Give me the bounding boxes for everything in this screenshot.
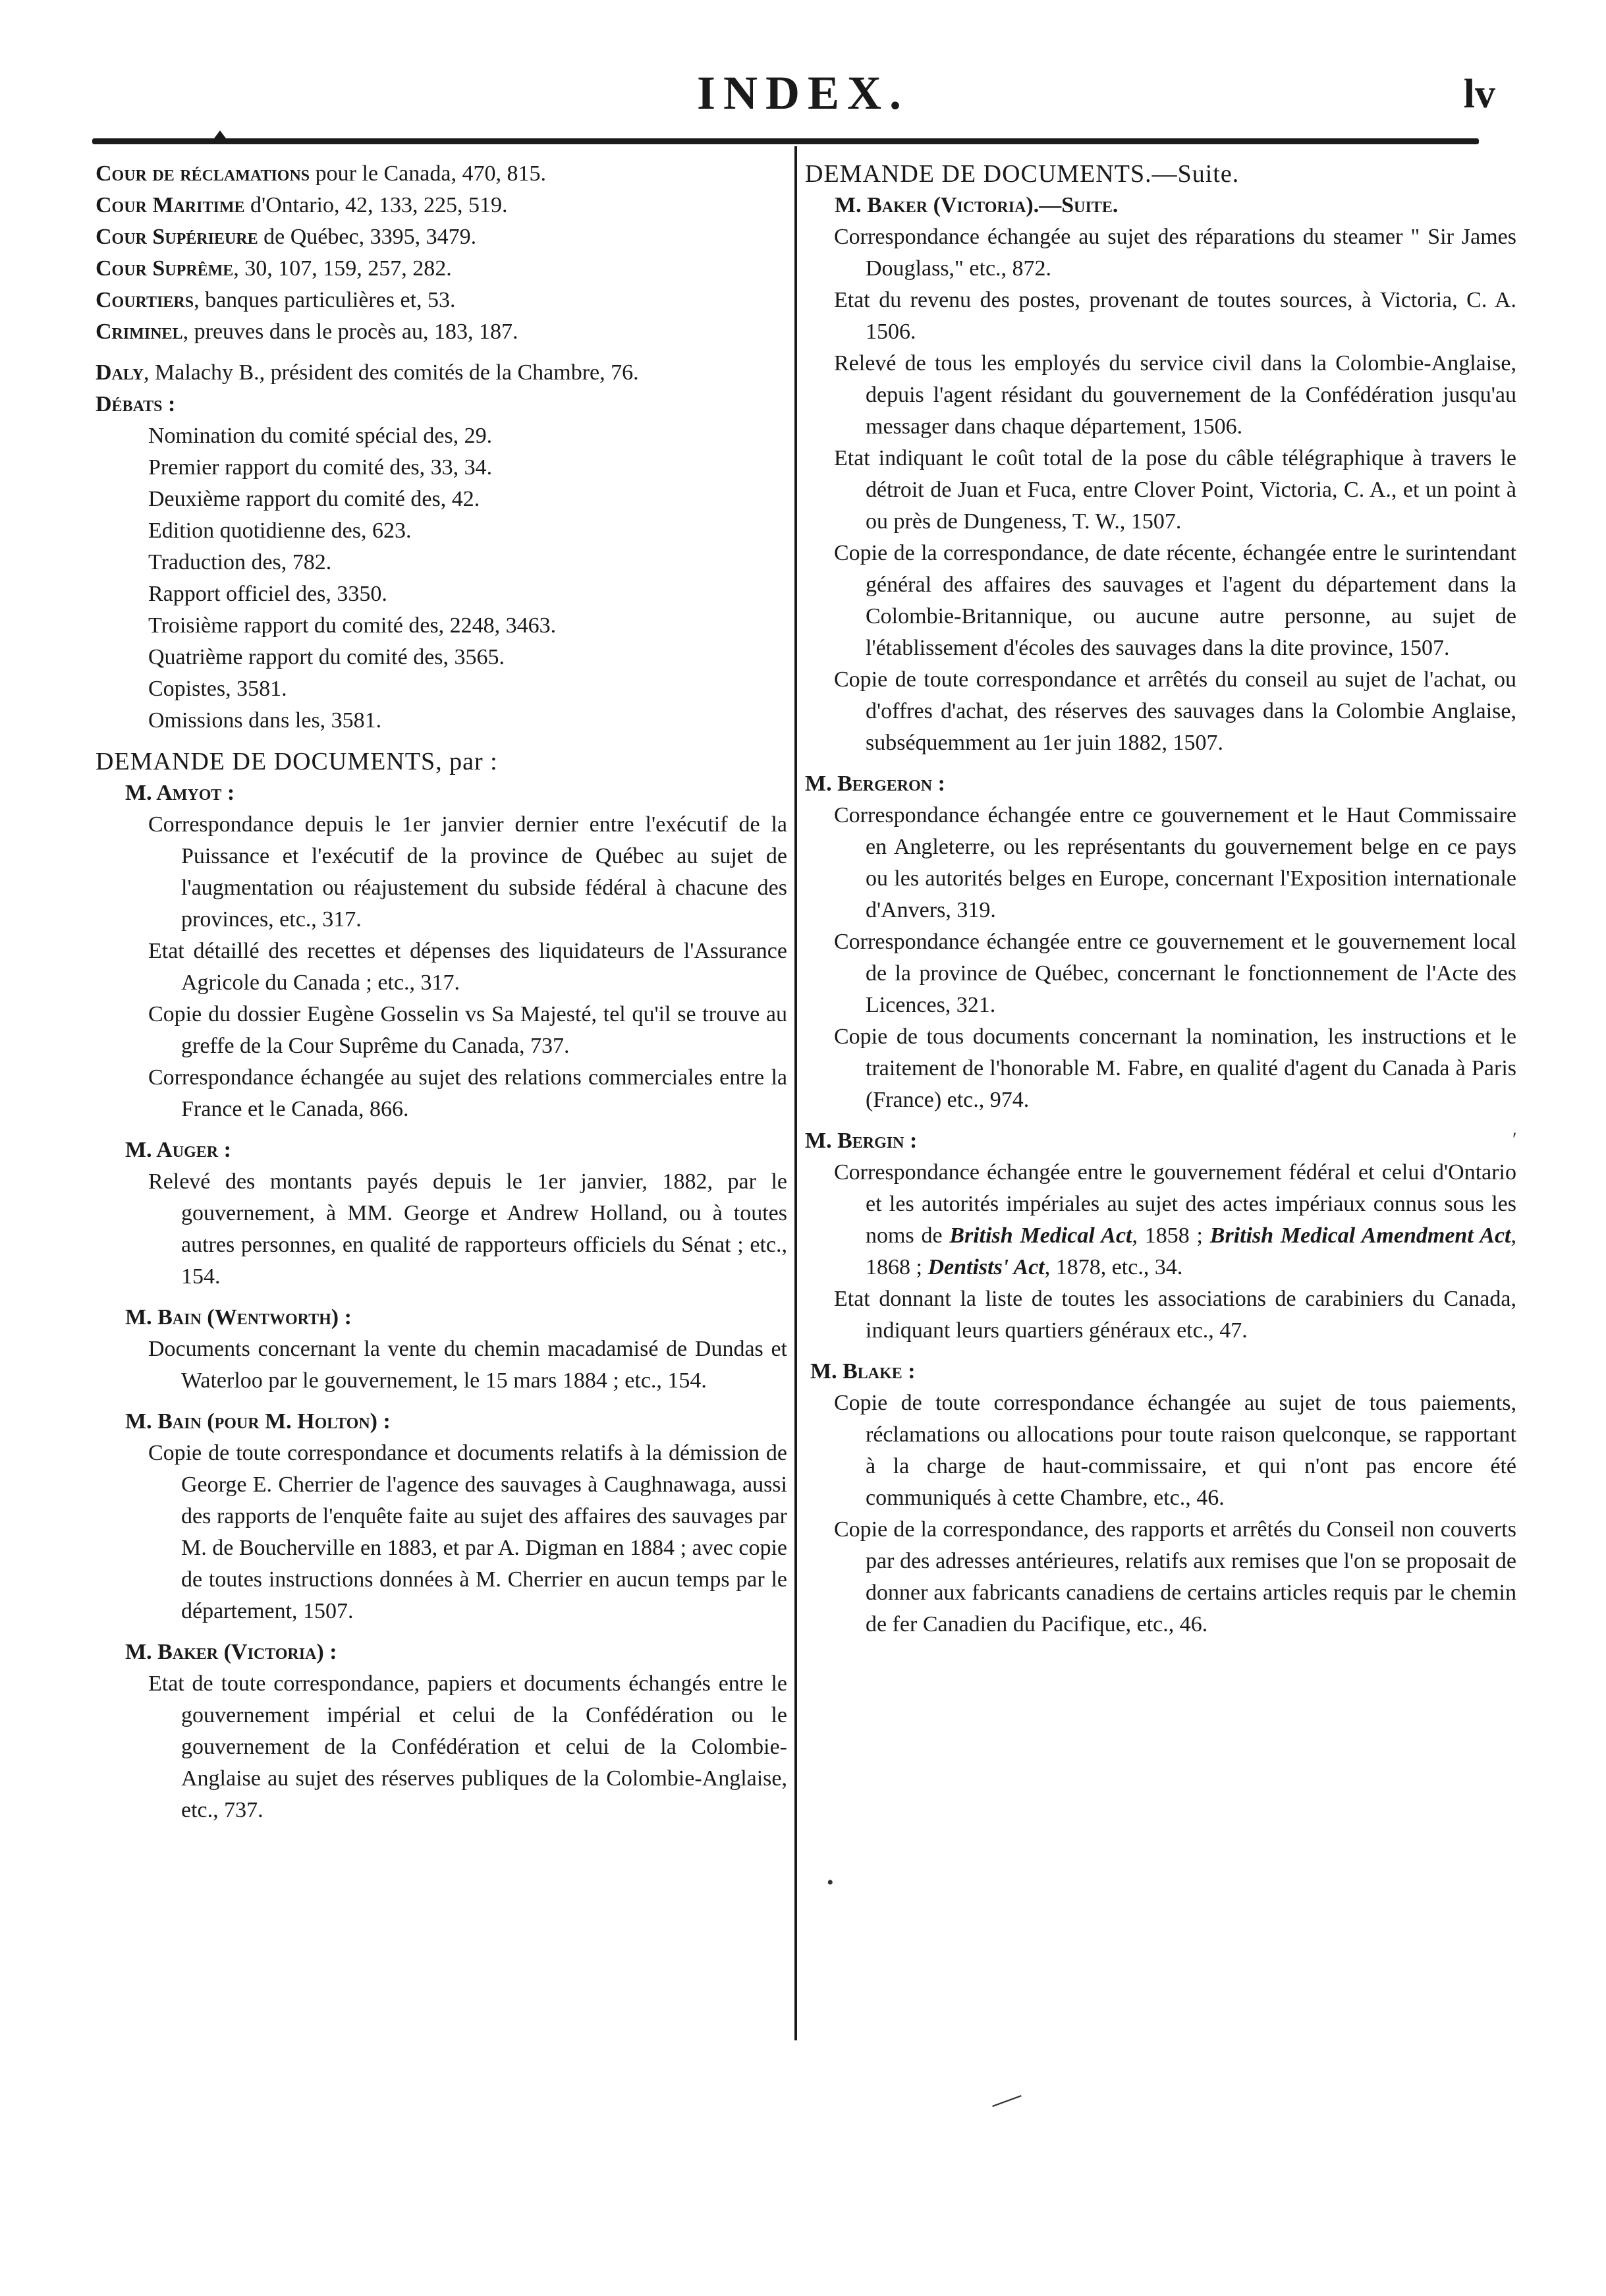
request-item: Copie de tous documents concernant la nomination, les instructions et le traitement de l'honorable M. Fabre, en qualité d'agent du Canada à Paris (France) etc., 974. xyxy=(834,1024,1516,1112)
requester-label: M. Baker (Victoria).—Suite. xyxy=(835,193,1119,217)
request-item: Correspondance échangée au sujet des relations commerciales entre la France et le Canada, 866. xyxy=(148,1065,787,1121)
index-entry xyxy=(96,253,787,285)
debats-item: Nomination du comité spécial des, 29. xyxy=(148,424,493,448)
debats-item: Copistes, 3581. xyxy=(148,677,287,701)
request-item: Copie de toute correspondance et arrêtés du conseil au sujet de l'achat, ou d'offres d'achat, des réserves des sauvages dans la Colombie Anglaise, subséquemment au 1er juin 1882, 1507. xyxy=(834,667,1516,755)
index-entry xyxy=(96,357,787,389)
debats-item: Omissions dans les, 3581. xyxy=(148,708,382,733)
index-entry xyxy=(96,221,787,253)
request-item: Etat indiquant le coût total de la pose du câble télégraphique à travers le détroit de Juan et Fuca, entre Clover Point, Victoria, C. A., et un point à ou près de Dungeness, T. W., 1507. xyxy=(834,446,1516,534)
request-item: Copie du dossier Eugène Gosselin vs Sa Majesté, tel qu'il se trouve au greffe de la Cour Suprême du Canada, 737. xyxy=(148,1002,787,1058)
index-entry xyxy=(96,190,787,221)
demande-heading: DEMANDE DE DOCUMENTS, par : xyxy=(96,748,498,775)
requester-label: M. Amyot : xyxy=(125,781,235,805)
entry-text: , Malachy B., président des comités de la Chambre, 76. xyxy=(144,360,639,385)
entry-text: , 30, 107, 159, 257, 282. xyxy=(233,256,452,281)
request-item: Etat de toute correspondance, papiers et documents échangés entre le gouvernement impérial et celui de la Confédération ou le gouvernement de la Confédération et celui de la Colombie-Anglaise au sujet des réserves publiques de la Colombie-Anglaise, etc., 737. xyxy=(148,1671,787,1822)
entry-text: , banques particulières et, 53. xyxy=(194,288,456,312)
requester-label: M. Bergeron : xyxy=(805,771,945,796)
request-item: Correspondance échangée entre ce gouvernement et le Haut Commissaire en Angleterre, ou les représentants du gouvernement belge en ce pays ou les autorités belges en Europe, concernant l'Exposition internationale d'Anvers, 319. xyxy=(834,803,1516,922)
ink-mark: ′ xyxy=(1512,1129,1517,1150)
requester-name xyxy=(805,768,1516,800)
request-item: Etat du revenu des postes, provenant de toutes sources, à Victoria, C. A. 1506. xyxy=(834,288,1516,344)
requester-label: M. Bain (Wentworth) : xyxy=(125,1305,352,1330)
ink-mark: — xyxy=(985,2077,1026,2119)
act-title: Dentists' Act xyxy=(928,1255,1045,1279)
request-text: Correspondance échangée entre le gouvernement fédéral et celui d'Ontario et les autorités impériales au sujet des actes impériaux connus sous les noms de xyxy=(834,1160,1516,1248)
entry-head: Cour de réclamations xyxy=(96,161,310,186)
entry-text: , preuves dans le procès au, 183, 187. xyxy=(182,320,518,344)
entry-head: Cour Supérieure xyxy=(96,225,258,249)
act-title: British Medical Act xyxy=(949,1223,1132,1248)
request-item: Etat donnant la liste de toutes les associations de carabiniers du Canada, indiquant leurs quartiers généraux etc., 47. xyxy=(834,1287,1516,1343)
request-item: Copie de la correspondance, de date récente, échangée entre le surintendant général des affaires des sauvages et l'agent du département dans la Colombie-Britannique, ou aucune autre personne, au sujet de l'établissement d'écoles des sauvages dans la dite province, 1507. xyxy=(834,541,1516,660)
debats-item: Traduction des, 782. xyxy=(148,550,332,574)
right-column xyxy=(805,158,1516,1640)
debats-item: Quatrième rapport du comité des, 3565. xyxy=(148,645,505,669)
request-item: Etat détaillé des recettes et dépenses des liquidateurs de l'Assurance Agricole du Canada ; etc., 317. xyxy=(148,939,787,995)
requester-label: M. Bergin : xyxy=(805,1129,918,1153)
ink-mark: • xyxy=(827,1872,834,1893)
entry-text: d'Ontario, 42, 133, 225, 519. xyxy=(244,193,508,217)
request-item: Correspondance échangée entre ce gouvernement et le gouvernement local de la province de Québec, concernant le fonctionnement de l'Acte des Licences, 321. xyxy=(834,930,1516,1017)
header-rule xyxy=(92,138,1479,144)
act-title: British Medical Amendment Act xyxy=(1209,1223,1511,1248)
request-item: Relevé des montants payés depuis le 1er janvier, 1882, par le gouvernement, à MM. George et Andrew Holland, ou à toutes autres personnes, en qualité de rapporteurs officiels du Sénat ; etc., 154. xyxy=(148,1169,787,1289)
requester-label: M. Auger : xyxy=(125,1138,231,1162)
entry-head: Cour Maritime xyxy=(96,193,245,217)
request-item xyxy=(805,1157,1516,1283)
page-title: INDEX. xyxy=(696,67,910,119)
request-item: Copie de toute correspondance et documents relatifs à la démission de George E. Cherrier de l'agence des sauvages à Caughnawaga, aussi des rapports de l'enquête faite au sujet des affaires des sauvages par M. de Boucherville en 1883, et par A. Digman en 1884 ; avec copie de toutes instructions données à M. Cherrier en aucun temps par le département, 1507. xyxy=(148,1441,787,1623)
debats-heading: Débats : xyxy=(96,392,176,416)
request-item: Correspondance depuis le 1er janvier dernier entre l'exécutif de la Puissance et l'exécutif de la province de Québec au sujet de l'augmentation ou réajustement du subside fédéral à chacune des provinces, etc., 317. xyxy=(148,812,787,932)
entry-text: de Québec, 3395, 3479. xyxy=(258,225,477,249)
request-item: Relevé de tous les employés du service civil dans la Colombie-Anglaise, depuis l'agent résidant du gouvernement de la Confédération jusqu'au messager dans chaque département, 1506. xyxy=(834,351,1516,439)
debats-item: Premier rapport du comité des, 33, 34. xyxy=(148,455,493,480)
request-item: Copie de la correspondance, des rapports et arrêtés du Conseil non couverts par des adresses antérieures, relatifs aux remises que l'on se proposait de donner aux fabricants canadiens de certains articles requis par le chemin de fer Canadien du Pacifique, etc., 46. xyxy=(834,1517,1516,1637)
requester-name xyxy=(96,1637,787,1668)
request-item: Correspondance échangée au sujet des réparations du steamer " Sir James Douglass," etc., 872. xyxy=(834,225,1516,281)
request-text: , 1878, etc., 34. xyxy=(1044,1255,1183,1279)
index-entry xyxy=(96,285,787,316)
page-number: lv xyxy=(1463,72,1495,117)
requester-name xyxy=(805,190,1516,221)
debats-item: Troisième rapport du comité des, 2248, 3463. xyxy=(148,613,557,638)
index-entry xyxy=(96,158,787,190)
requester-name xyxy=(96,1406,787,1438)
requester-name xyxy=(96,777,787,809)
request-text: , 1858 ; xyxy=(1132,1223,1210,1248)
left-column xyxy=(96,158,787,1826)
requester-label: M. Bain (pour M. Holton) : xyxy=(125,1409,391,1434)
requester-name xyxy=(805,1125,1516,1157)
debats-item: Deuxième rapport du comité des, 42. xyxy=(148,487,480,511)
request-item: Copie de toute correspondance échangée au sujet de tous paiements, réclamations ou allocations pour toute raison quelconque, se rapportant à la charge de haut-commissaire, et qui n'ont pas encore été communiqués à cette Chambre, etc., 46. xyxy=(834,1391,1516,1510)
debats-item: Edition quotidienne des, 623. xyxy=(148,518,412,543)
request-item: Documents concernant la vente du chemin macadamisé de Dundas et Waterloo par le gouvernement, le 15 mars 1884 ; etc., 154. xyxy=(148,1337,787,1393)
entry-head: Courtiers xyxy=(96,288,194,312)
entry-head: Cour Suprême xyxy=(96,256,234,281)
requester-name xyxy=(805,1356,1516,1387)
requester-label: M. Baker (Victoria) : xyxy=(125,1640,337,1664)
entry-text: pour le Canada, 470, 815. xyxy=(310,161,546,186)
entry-head: Daly xyxy=(96,360,144,385)
requester-name xyxy=(96,1134,787,1166)
debats-item: Rapport officiel des, 3350. xyxy=(148,582,387,606)
demande-suite-heading: DEMANDE DE DOCUMENTS.—Suite. xyxy=(805,160,1240,188)
requester-name xyxy=(96,1302,787,1333)
entry-head: Criminel xyxy=(96,320,183,344)
requester-label: M. Blake : xyxy=(810,1359,916,1384)
column-divider xyxy=(794,146,797,2040)
index-entry xyxy=(96,316,787,348)
request-text: , 1868 ; xyxy=(866,1223,1516,1279)
